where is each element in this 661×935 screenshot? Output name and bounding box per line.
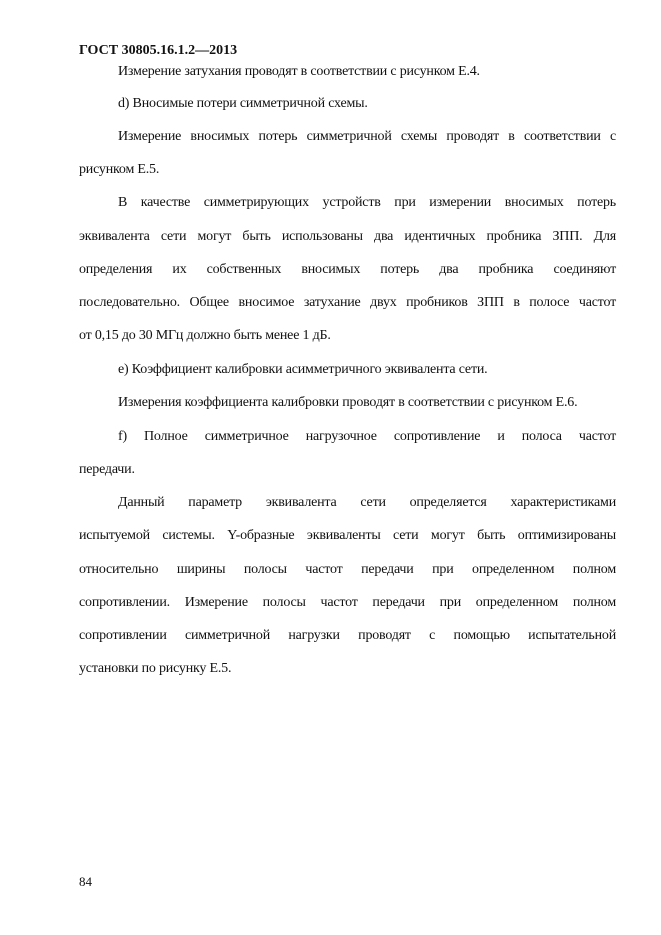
text-line: e) Коэффициент калибровки асимметричного эквивалента сети. (118, 362, 488, 377)
text-line: определения их собственных вносимых потерь два пробника соединяют (79, 262, 616, 277)
text-line: Измерение вносимых потерь симметричной схемы проводят в соответствии с (118, 129, 616, 144)
text-line: от 0,15 до 30 МГц должно быть менее 1 дБ. (79, 328, 331, 343)
page-number: 84 (79, 874, 92, 889)
text-line: Измерение затухания проводят в соответствии с рисунком Е.4. (118, 64, 480, 79)
text-line: испытуемой системы. Y-образные эквиваленты сети могут быть оптимизированы (79, 528, 616, 543)
text-line: В качестве симметрирующих устройств при измерении вносимых потерь (118, 195, 616, 210)
text-line: последовательно. Общее вносимое затухание двух пробников ЗПП в полосе частот (79, 295, 616, 310)
text-line: Данный параметр эквивалента сети определяется характеристиками (118, 495, 616, 510)
text-line: рисунком Е.5. (79, 162, 160, 177)
text-line: относительно ширины полосы частот передачи при определенном полном (79, 562, 616, 577)
text-line: сопротивлении симметричной нагрузки проводят с помощью испытательной (79, 628, 616, 643)
document-header: ГОСТ 30805.16.1.2—2013 (79, 43, 238, 58)
text-line: сопротивлении. Измерение полосы частот передачи при определенном полном (79, 595, 616, 610)
text-line: эквивалента сети могут быть использованы два идентичных пробника ЗПП. Для (79, 229, 616, 244)
text-line: d) Вносимые потери симметричной схемы. (118, 96, 368, 111)
text-line: установки по рисунку Е.5. (79, 661, 232, 676)
text-line: передачи. (79, 462, 135, 477)
text-line: f) Полное симметричное нагрузочное сопротивление и полоса частот (118, 429, 616, 444)
text-line: Измерения коэффициента калибровки проводят в соответствии с рисунком Е.6. (118, 395, 578, 410)
